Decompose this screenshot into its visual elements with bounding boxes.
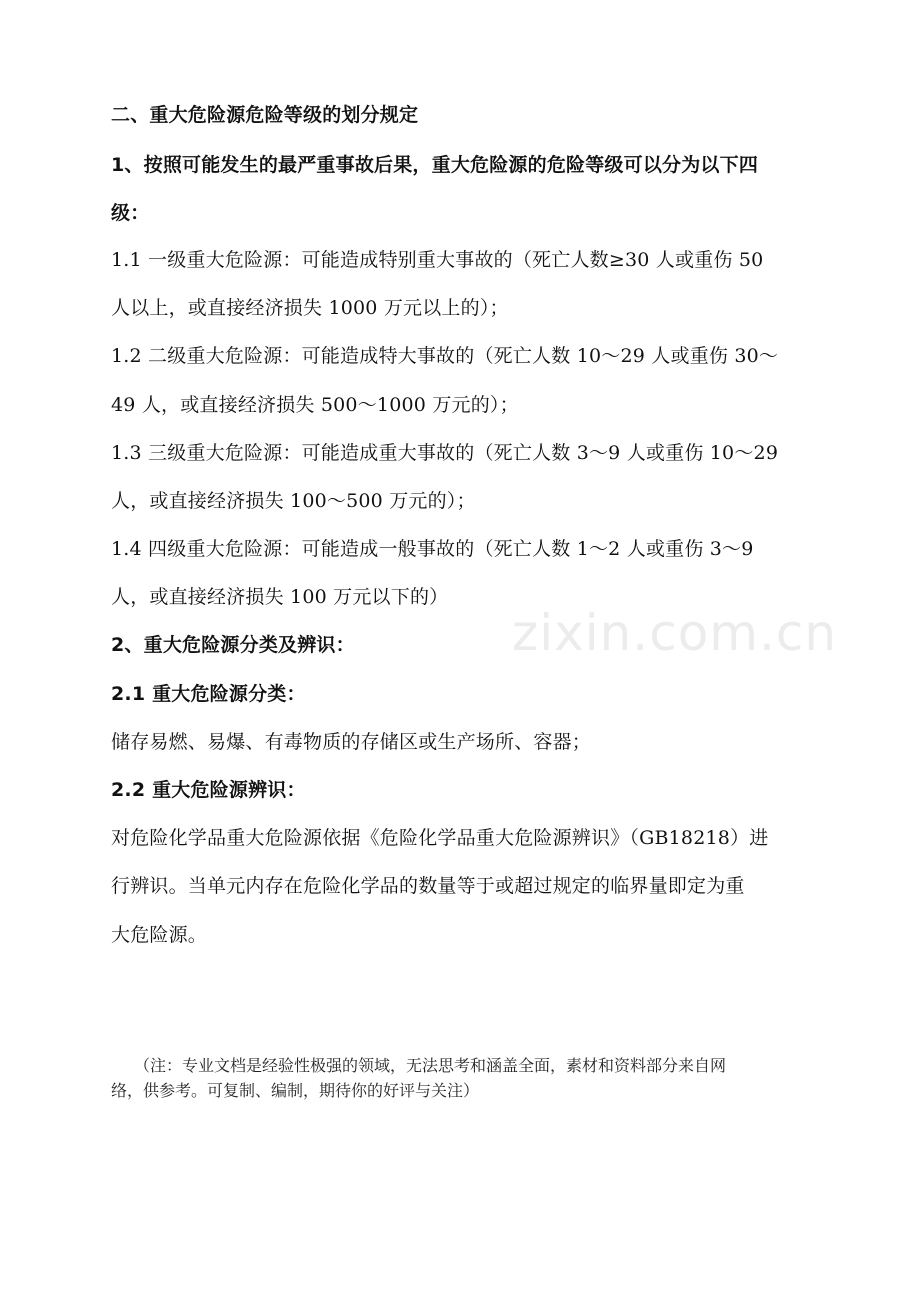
paragraph-line: 人，或直接经济损失 100 万元以下的） — [111, 586, 449, 608]
section-heading: 二、重大危险源危险等级的划分规定 — [111, 104, 419, 126]
paragraph-line: 1.4 四级重大危险源：可能造成一般事故的（死亡人数 1～2 人或重伤 3～9 — [111, 538, 754, 560]
section-heading: 2、重大危险源分类及辨识： — [111, 634, 355, 656]
paragraph-line: 1.2 二级重大危险源：可能造成特大事故的（死亡人数 10～29 人或重伤 30～ — [111, 345, 779, 367]
note-line: 络，供参考。可复制、编制，期待你的好评与关注） — [111, 1081, 480, 1100]
paragraph-line: 大危险源。 — [111, 924, 208, 946]
paragraph-line: 人，或直接经济损失 100～500 万元的）； — [111, 490, 476, 512]
watermark: zixin.com.cn — [512, 604, 838, 662]
paragraph-line: 级： — [111, 202, 150, 224]
subsection-heading: 2.2 重大危险源辨识： — [111, 779, 306, 801]
paragraph-line: 1、按照可能发生的最严重事故后果，重大危险源的危险等级可以分为以下四 — [111, 154, 759, 176]
paragraph-line: 1.3 三级重大危险源：可能造成重大事故的（死亡人数 3～9 人或重伤 10～29 — [111, 442, 779, 464]
paragraph-line: 储存易燃、易爆、有毒物质的存储区或生产场所、容器； — [111, 731, 592, 753]
paragraph-line: 49 人，或直接经济损失 500～1000 万元的）； — [111, 394, 519, 416]
paragraph-line: 1.1 一级重大危险源：可能造成特别重大事故的（死亡人数≥30 人或重伤 50 — [111, 249, 764, 271]
paragraph-line: 行辨识。当单元内存在危险化学品的数量等于或超过规定的临界量即定为重 — [111, 875, 745, 897]
note-line: （注：专业文档是经验性极强的领域，无法思考和涵盖全面，素材和资料部分来自网 — [134, 1056, 727, 1075]
paragraph-line: 对危险化学品重大危险源依据《危险化学品重大危险源辨识》（GB18218）进 — [111, 827, 769, 849]
paragraph-line: 人以上，或直接经济损失 1000 万元以上的）； — [111, 297, 509, 319]
subsection-heading: 2.1 重大危险源分类： — [111, 683, 306, 705]
